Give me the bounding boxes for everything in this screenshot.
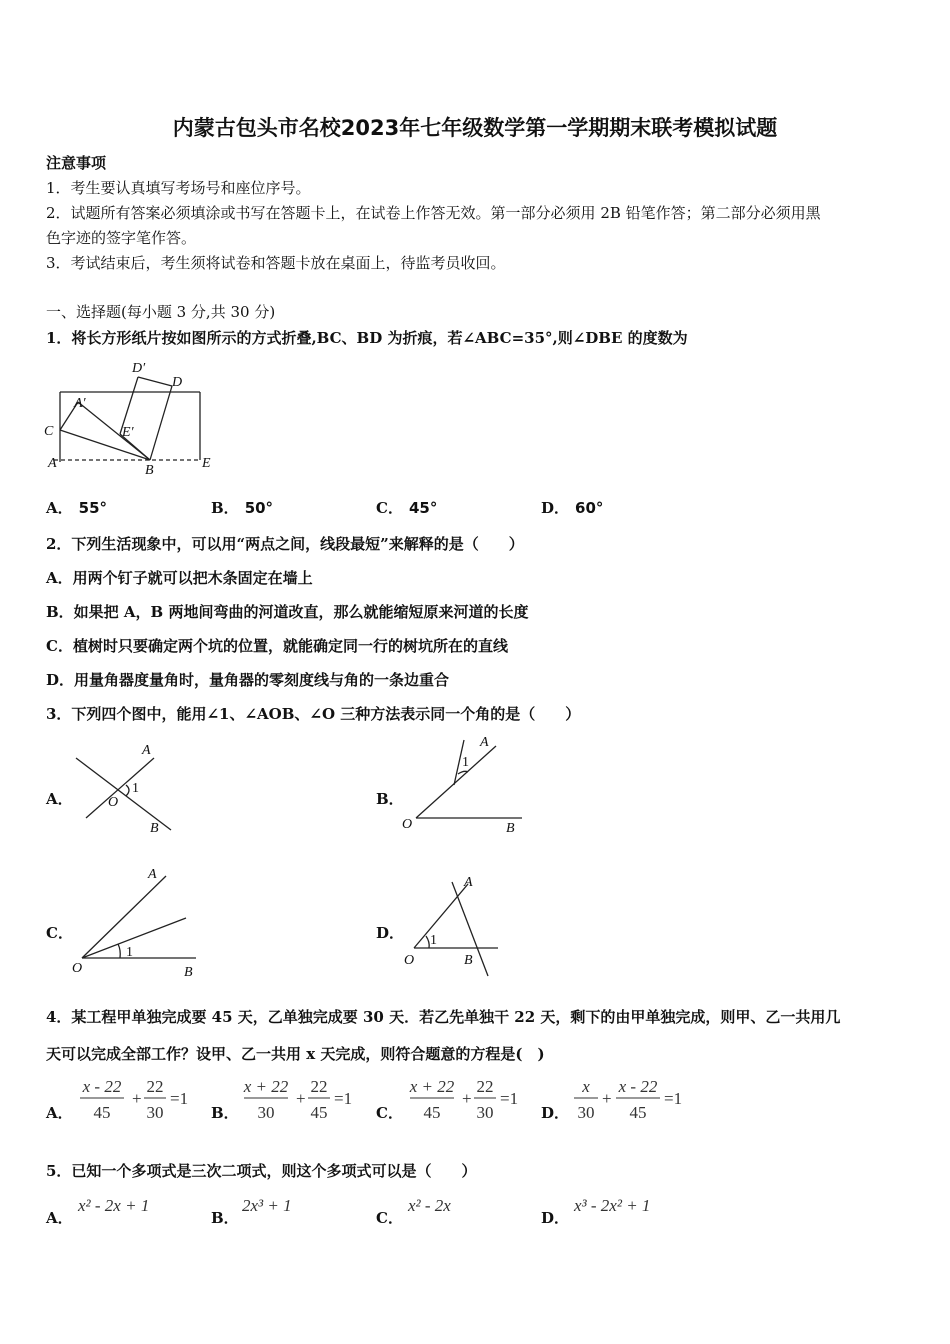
fig-label: D [172,375,183,390]
q1-option-b[interactable]: B． 50° [211,499,274,517]
q1-option-d[interactable]: D． 60° [541,499,604,517]
q1-stem: 1．将长方形纸片按如图所示的方式折叠,BC、BD 为折痕，若∠ABC=35°,则∠DBE 的度数为 [46,329,688,347]
fig-label: O [72,961,83,976]
plus-sign: + [462,1089,472,1108]
q2-option-c[interactable]: C．植树时只要确定两个坑的位置，就能确定同一行的树坑所在的直线 [46,637,508,655]
fig-label: B [150,821,159,836]
fig-label: D′ [132,361,146,376]
q3-option-c[interactable]: C． [46,924,73,942]
fig-label: E′ [122,425,134,440]
fraction-numerator: x + 22 [243,1077,289,1096]
fraction-numerator: x - 22 [82,1077,122,1096]
fig-label: A [480,735,489,750]
q2-stem: 2．下列生活现象中，可以用“两点之间，线段最短”来解释的是（ ） [46,535,524,553]
q5-option-a[interactable]: A． [46,1209,73,1227]
q1-option-a[interactable]: A． 55° [46,499,108,517]
fig-label: B [184,965,193,979]
fraction-numerator: x + 22 [409,1077,455,1096]
fig-label: A′ [74,396,86,411]
q3-option-a[interactable]: A． [46,790,73,808]
fig-label: 1 [132,781,139,796]
q2-option-b[interactable]: B．如果把 A，B 两地间弯曲的河道改直，那么就能缩短原来河道的长度 [46,603,529,621]
fig-label: C [44,424,54,439]
fig-label: B [145,463,154,478]
q1-fold-figure [40,352,230,480]
fig-label: A [464,875,473,890]
q2-option-d[interactable]: D．用量角器度量角时，量角器的零刻度线与角的一条边重合 [46,671,450,689]
fraction-denominator: 30 [476,1103,494,1122]
section-heading: 一、选择题(每小题 3 分,共 30 分) [46,303,276,321]
q3-figure-b [398,730,528,840]
plus-sign: + [296,1089,306,1108]
fraction-numerator: 22 [476,1077,494,1096]
fraction-denominator: 30 [577,1103,595,1122]
page-title: 内蒙古包头市名校2023年七年级数学第一学期期末联考模拟试题 [172,116,778,140]
fraction-denominator: 45 [93,1103,111,1122]
fig-label: O [404,953,415,968]
fig-label: O [108,795,119,810]
fig-label: B [464,953,473,968]
fig-label: 1 [430,933,437,948]
fig-label: A [148,867,157,882]
fraction-denominator: 30 [146,1103,164,1122]
fig-label: O [402,817,413,832]
q4-option-b-label[interactable]: B． [211,1104,239,1122]
fig-label: A [142,743,151,758]
q5-option-d-expr[interactable]: x³ - 2x² + 1 [574,1196,651,1215]
fig-label: 1 [462,755,469,770]
plus-sign: + [602,1089,612,1108]
fig-label: A [48,456,57,471]
fraction-numerator: x - 22 [618,1077,658,1096]
equals-one: =1 [500,1089,519,1108]
q4-option-d-label[interactable]: D． [541,1104,570,1122]
q3-figure-c [68,864,208,979]
q4-option-c-label[interactable]: C． [376,1104,403,1122]
q3-option-b[interactable]: B． [376,790,404,808]
q5-option-c[interactable]: C． [376,1209,403,1227]
q5-option-b[interactable]: B． [211,1209,239,1227]
equals-one: =1 [334,1089,353,1108]
q5-option-a-expr[interactable]: x² - 2x + 1 [78,1196,150,1215]
equals-one: =1 [664,1089,683,1108]
q4-option-a-expr[interactable] [74,1072,204,1128]
equals-one: =1 [170,1089,189,1108]
plus-sign: + [132,1089,142,1108]
q5-option-b-expr[interactable]: 2x³ + 1 [242,1196,292,1215]
q4-option-b-expr[interactable] [238,1072,368,1128]
fig-label: 1 [126,945,133,960]
note-item: 2．试题所有答案必须填涂或书写在答题卡上，在试卷上作答无效。第一部分必须用 2B 铅笔作答；第二部分必须用黑 [46,204,821,222]
q3-option-d[interactable]: D． [376,924,405,942]
q4-stem-line1: 4．某工程甲单独完成要 45 天，乙单独完成要 30 天．若乙先单独干 22 天，剩下的由甲单独完成，则甲、乙一共用几 [46,1008,841,1026]
q2-option-a[interactable]: A．用两个钉子就可以把木条固定在墙上 [46,569,313,587]
fig-label: E [202,456,211,471]
q4-option-c-expr[interactable] [404,1072,534,1128]
fraction-denominator: 45 [310,1103,328,1122]
q1-option-c[interactable]: C． 45° [376,499,438,517]
note-item: 1．考生要认真填写考场号和座位序号。 [46,179,311,197]
fraction-numerator: x [582,1077,590,1096]
q3-stem: 3．下列四个图中，能用∠1、∠AOB、∠O 三种方法表示同一个角的是（ ） [46,705,581,723]
fraction-denominator: 45 [629,1103,647,1122]
q4-stem-line2: 天可以完成全部工作？设甲、乙一共用 x 天完成，则符合题意的方程是( ) [46,1045,545,1063]
fraction-denominator: 45 [423,1103,441,1122]
fraction-denominator: 30 [257,1103,275,1122]
q5-option-d[interactable]: D． [541,1209,570,1227]
q4-option-a-label[interactable]: A． [46,1104,73,1122]
fraction-numerator: 22 [310,1077,328,1096]
q4-option-d-expr[interactable] [570,1072,700,1128]
q5-stem: 5．已知一个多项式是三次二项式，则这个多项式可以是（ ） [46,1162,477,1180]
fraction-numerator: 22 [146,1077,164,1096]
q3-figure-a [66,738,186,838]
notes-heading: 注意事项 [46,154,107,172]
q3-figure-d [398,870,508,980]
note-item: 3．考试结束后，考生须将试卷和答题卡放在桌面上，待监考员收回。 [46,254,506,272]
fig-label: B [506,821,515,836]
q5-option-c-expr[interactable]: x² - 2x [408,1196,451,1215]
note-item: 色字迹的签字笔作答。 [46,229,197,247]
